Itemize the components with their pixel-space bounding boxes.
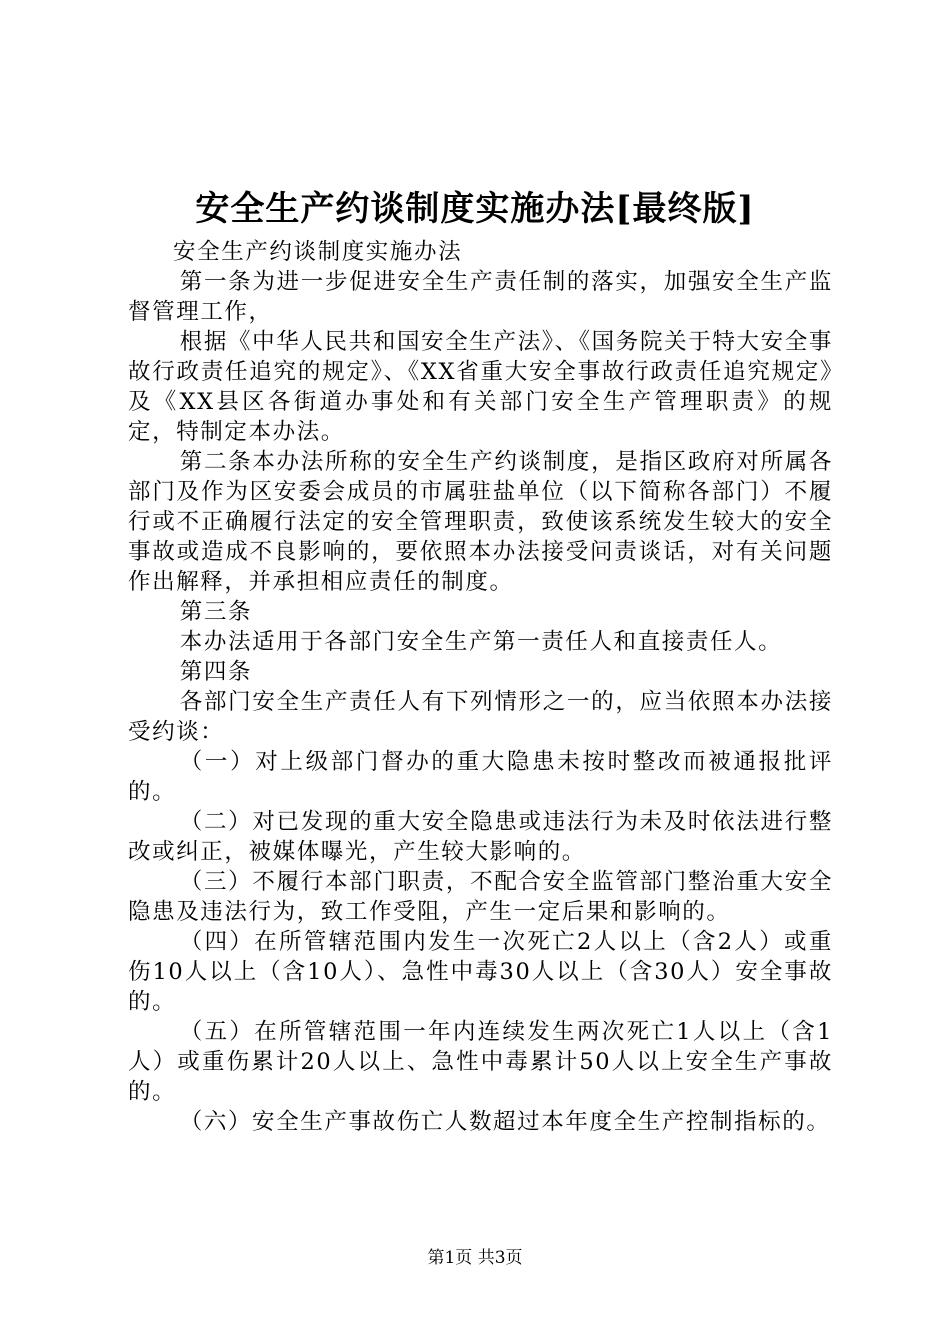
paragraph-legal-basis: 根据《中华人民共和国安全生产法》、《国务院关于特大安全事故行政责任追究的规定》、《XX省重大安全事故行政责任追究规定》及《XX县区各街道办事处和有关部门安全生产管理职责》的规定，特制定本办法。 <box>128 329 833 445</box>
document-title: 安全生产约谈制度实施办法[最终版] <box>195 189 755 229</box>
paragraph-article-1: 第一条为进一步促进安全生产责任制的落实，加强安全生产监督管理工作， <box>128 269 833 325</box>
list-item-5: （五）在所管辖范围一年内连续发生两次死亡1人以上（含1人）或重伤累计20人以上、急性中毒累计50人以上安全生产事故的。 <box>128 1019 833 1105</box>
page-number-footer: 第1页 共3页 <box>427 1248 523 1268</box>
paragraph-article-2: 第二条本办法所称的安全生产约谈制度，是指区政府对所属各部门及作为区安委会成员的市属驻盐单位（以下简称各部门）不履行或不正确履行法定的安全管理职责，致使该系统发生较大的安全事故或造成不良影响的，要依照本办法接受问责谈话，对有关问题作出解释，并承担相应责任的制度。 <box>128 449 833 595</box>
paragraph-subtitle: 安全生产约谈制度实施办法 <box>173 239 463 265</box>
paragraph-article-3-body: 本办法适用于各部门安全生产第一责任人和直接责任人。 <box>179 629 783 655</box>
list-item-3: （三）不履行本部门职责，不配合安全监管部门整治重大安全隐患及违法行为，致工作受阻，产生一定后果和影响的。 <box>128 869 833 925</box>
list-item-6: （六）安全生产事故伤亡人数超过本年度全生产控制指标的。 <box>179 1109 831 1135</box>
list-item-2: （二）对已发现的重大安全隐患或违法行为未及时依法进行整改或纠正，被媒体曝光，产生较大影响的。 <box>128 809 833 865</box>
paragraph-article-4-heading: 第四条 <box>179 659 253 685</box>
document-body <box>128 237 833 1137</box>
list-item-4: （四）在所管辖范围内发生一次死亡2人以上（含2人）或重伤10人以上（含10人）、急性中毒30人以上（含30人）安全事故的。 <box>128 929 833 1015</box>
paragraph-article-4-body: 各部门安全生产责任人有下列情形之一的，应当依照本办法接受约谈： <box>128 689 833 745</box>
list-item-1: （一）对上级部门督办的重大隐患未按时整改而被通报批评的。 <box>128 749 833 805</box>
paragraph-article-3-heading: 第三条 <box>179 599 253 625</box>
